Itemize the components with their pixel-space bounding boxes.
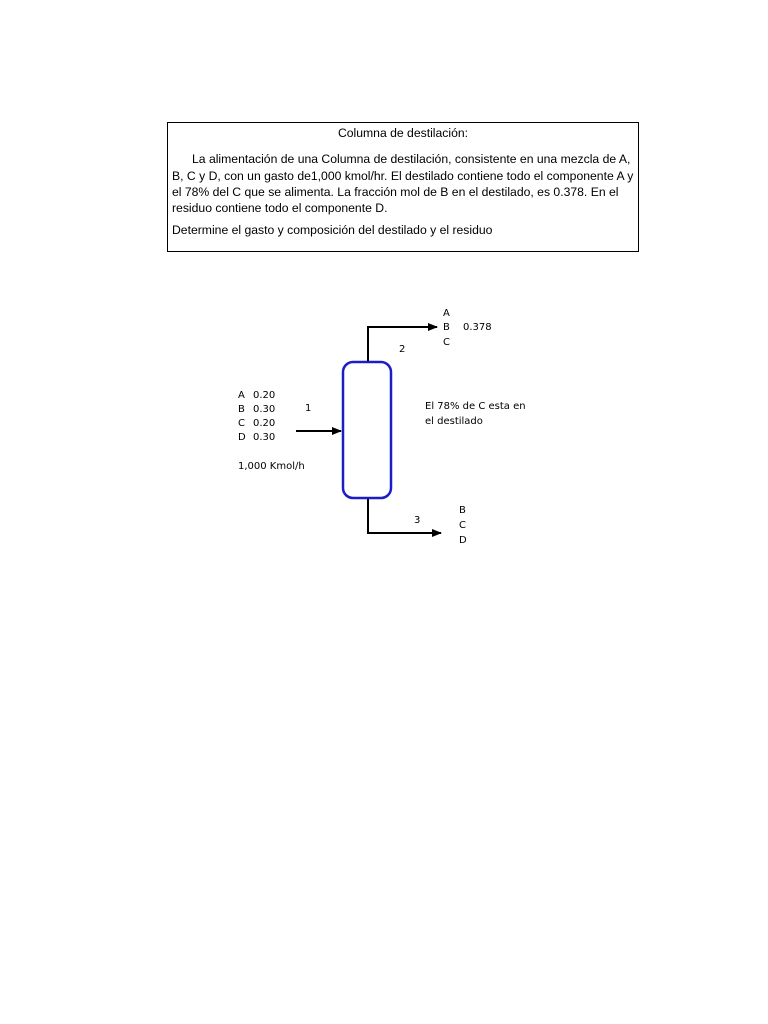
feed-component-b: B bbox=[238, 404, 245, 415]
distillate-stream-number: 2 bbox=[399, 344, 406, 355]
feed-fraction-a: 0.20 bbox=[253, 390, 276, 401]
problem-body: La alimentación de una Columna de destilación, consistente en una mezcla de A, B, C y D, con un gasto de1,000 kmol/hr. El destilado contiene todo el componente A y el 78% del C que se alimenta. La fracción mol de B en el destilado, es 0.378. En el residuo contiene todo el componente D. bbox=[172, 152, 634, 216]
feed-stream-number: 1 bbox=[305, 403, 312, 414]
bottoms-component-b: B bbox=[459, 505, 466, 516]
distillate-fraction-b: 0.378 bbox=[463, 322, 492, 333]
distillate-line bbox=[368, 327, 427, 361]
note-line-2: el destilado bbox=[425, 416, 483, 427]
feed-fraction-b: 0.30 bbox=[253, 404, 276, 415]
bottoms-line bbox=[368, 499, 430, 533]
bottoms-stream-number: 3 bbox=[414, 515, 421, 526]
problem-question: Determine el gasto y composición del destilado y el residuo bbox=[172, 223, 493, 238]
feed-component-d: D bbox=[238, 432, 246, 443]
problem-title: Columna de destilación: bbox=[337, 126, 469, 140]
note-line-1: El 78% de C esta en bbox=[425, 401, 526, 412]
bottoms-component-c: C bbox=[459, 520, 466, 531]
distillate-component-b: B bbox=[443, 322, 450, 333]
feed-component-c: C bbox=[238, 418, 245, 429]
feed-component-a: A bbox=[238, 390, 245, 401]
distillation-column bbox=[343, 362, 391, 498]
feed-fraction-d: 0.30 bbox=[253, 432, 276, 443]
feed-flow-rate: 1,000 Kmol/h bbox=[238, 461, 305, 472]
distillate-component-a: A bbox=[443, 308, 450, 319]
feed-fraction-c: 0.20 bbox=[253, 418, 276, 429]
distillate-component-c: C bbox=[443, 337, 450, 348]
bottoms-component-d: D bbox=[459, 535, 467, 546]
